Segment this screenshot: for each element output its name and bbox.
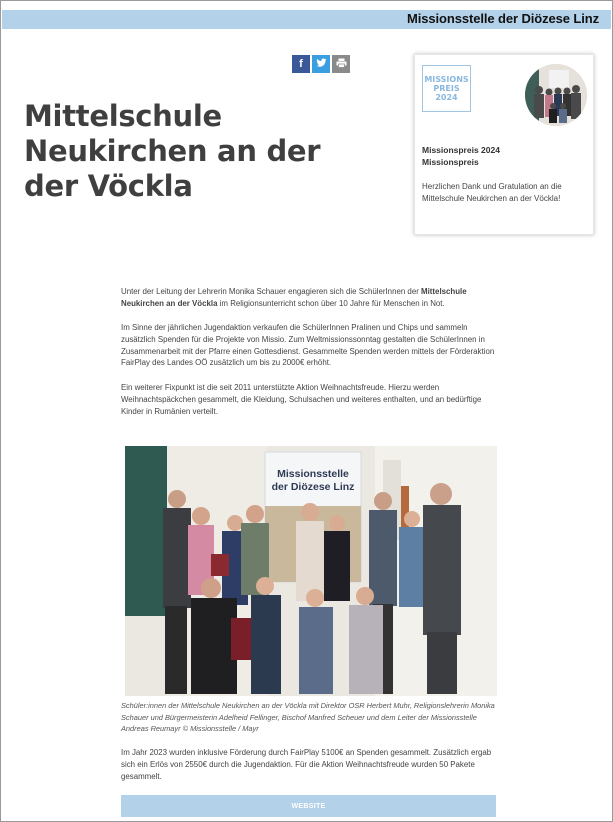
facebook-share-button[interactable] — [292, 55, 310, 73]
print-button[interactable] — [332, 55, 350, 73]
website-button[interactable]: WEBSITE — [121, 795, 496, 817]
photo-banner-line1: Missionsstelle — [277, 468, 349, 480]
missionspreis-card[interactable] — [414, 54, 594, 235]
group-photo-thumbnail — [525, 64, 587, 126]
card-title: Missionspreis 2024 — [422, 145, 500, 155]
intro-text: Unter der Leitung der Lehrerin Monika Schauer engagieren sich die SchülerInnen der — [121, 287, 422, 296]
logo-line: MISSIONS — [424, 75, 469, 84]
photo-banner-line2: der Diözese Linz — [271, 481, 355, 493]
intro-text-end: im Religionsunterricht schon über 10 Jahre für Menschen in Not. — [217, 298, 445, 308]
closing-paragraph: Im Jahr 2023 wurden inklusive Förderung durch FairPlay 5100€ an Spenden gesammelt. Zusätzlich ergab sich ein Erlös von 2550€ durch die Jugendaktion. Für die Aktion Weihnachtsfreude wurden 50 Pakete gesammelt. — [121, 748, 492, 781]
share-buttons — [292, 55, 350, 73]
photo-caption: Schüler:innen der Mittelschule Neukirchen an der Vöckla mit Direktor OSR Herbert Muhr, Religionslehrerin Monika Schauer und Bürgermeisterin Adelheid Fellinger, Bischof Manfred Scheuer und dem Leiter der Missionsstelle Andreas Reumayr © Missionsstelle / Mayr — [121, 701, 495, 733]
group-photo — [125, 446, 497, 696]
missionspreis-logo — [422, 65, 471, 112]
facebook-icon: f — [299, 58, 303, 70]
body-paragraph: Im Sinne der jährlichen Jugendaktion verkaufen die SchülerInnen Pralinen und Chips und sammeln zusätzlich Spenden für die Projekte von Missio. Zum Weltmissionssonntag gestalten die SchülerInnen in Zusammenarbeit mit der Pfarre einen Gottesdienst. Gesammelte Spenden werden mittels der Förderaktion FairPlay des Landes OÖ zusätzlich um bis zu 2000€ erhöht. — [121, 323, 495, 368]
twitter-share-button[interactable] — [312, 55, 330, 73]
intro-paragraph — [121, 286, 497, 310]
card-subtitle: Missionspreis — [422, 157, 479, 167]
body-paragraph: Ein weiterer Fixpunkt ist die seit 2011 unterstützte Aktion Weihnachtsfreude. Hierzu werden Weihnachtspäckchen gesammelt, die Kleidung, Schulsachen und weiteres enthalten, und an bedürftige Kinder in Rumänien verteilt. — [121, 383, 482, 416]
site-title[interactable]: Missionsstelle der Diözese Linz — [407, 11, 599, 26]
card-body-text: Herzlichen Dank und Gratulation an die Mittelschule Neukirchen an der Vöckla! — [422, 182, 562, 203]
top-bar — [2, 10, 611, 29]
twitter-icon — [316, 58, 327, 71]
logo-line: 2024 — [435, 93, 458, 102]
school-name: Mittelschule Neukirchen an der Vöckla — [121, 287, 467, 308]
print-icon — [336, 58, 347, 71]
logo-line: PREIS — [433, 84, 460, 93]
page-title: Mittelschule Neukirchen an der der Vöckla — [24, 99, 321, 203]
